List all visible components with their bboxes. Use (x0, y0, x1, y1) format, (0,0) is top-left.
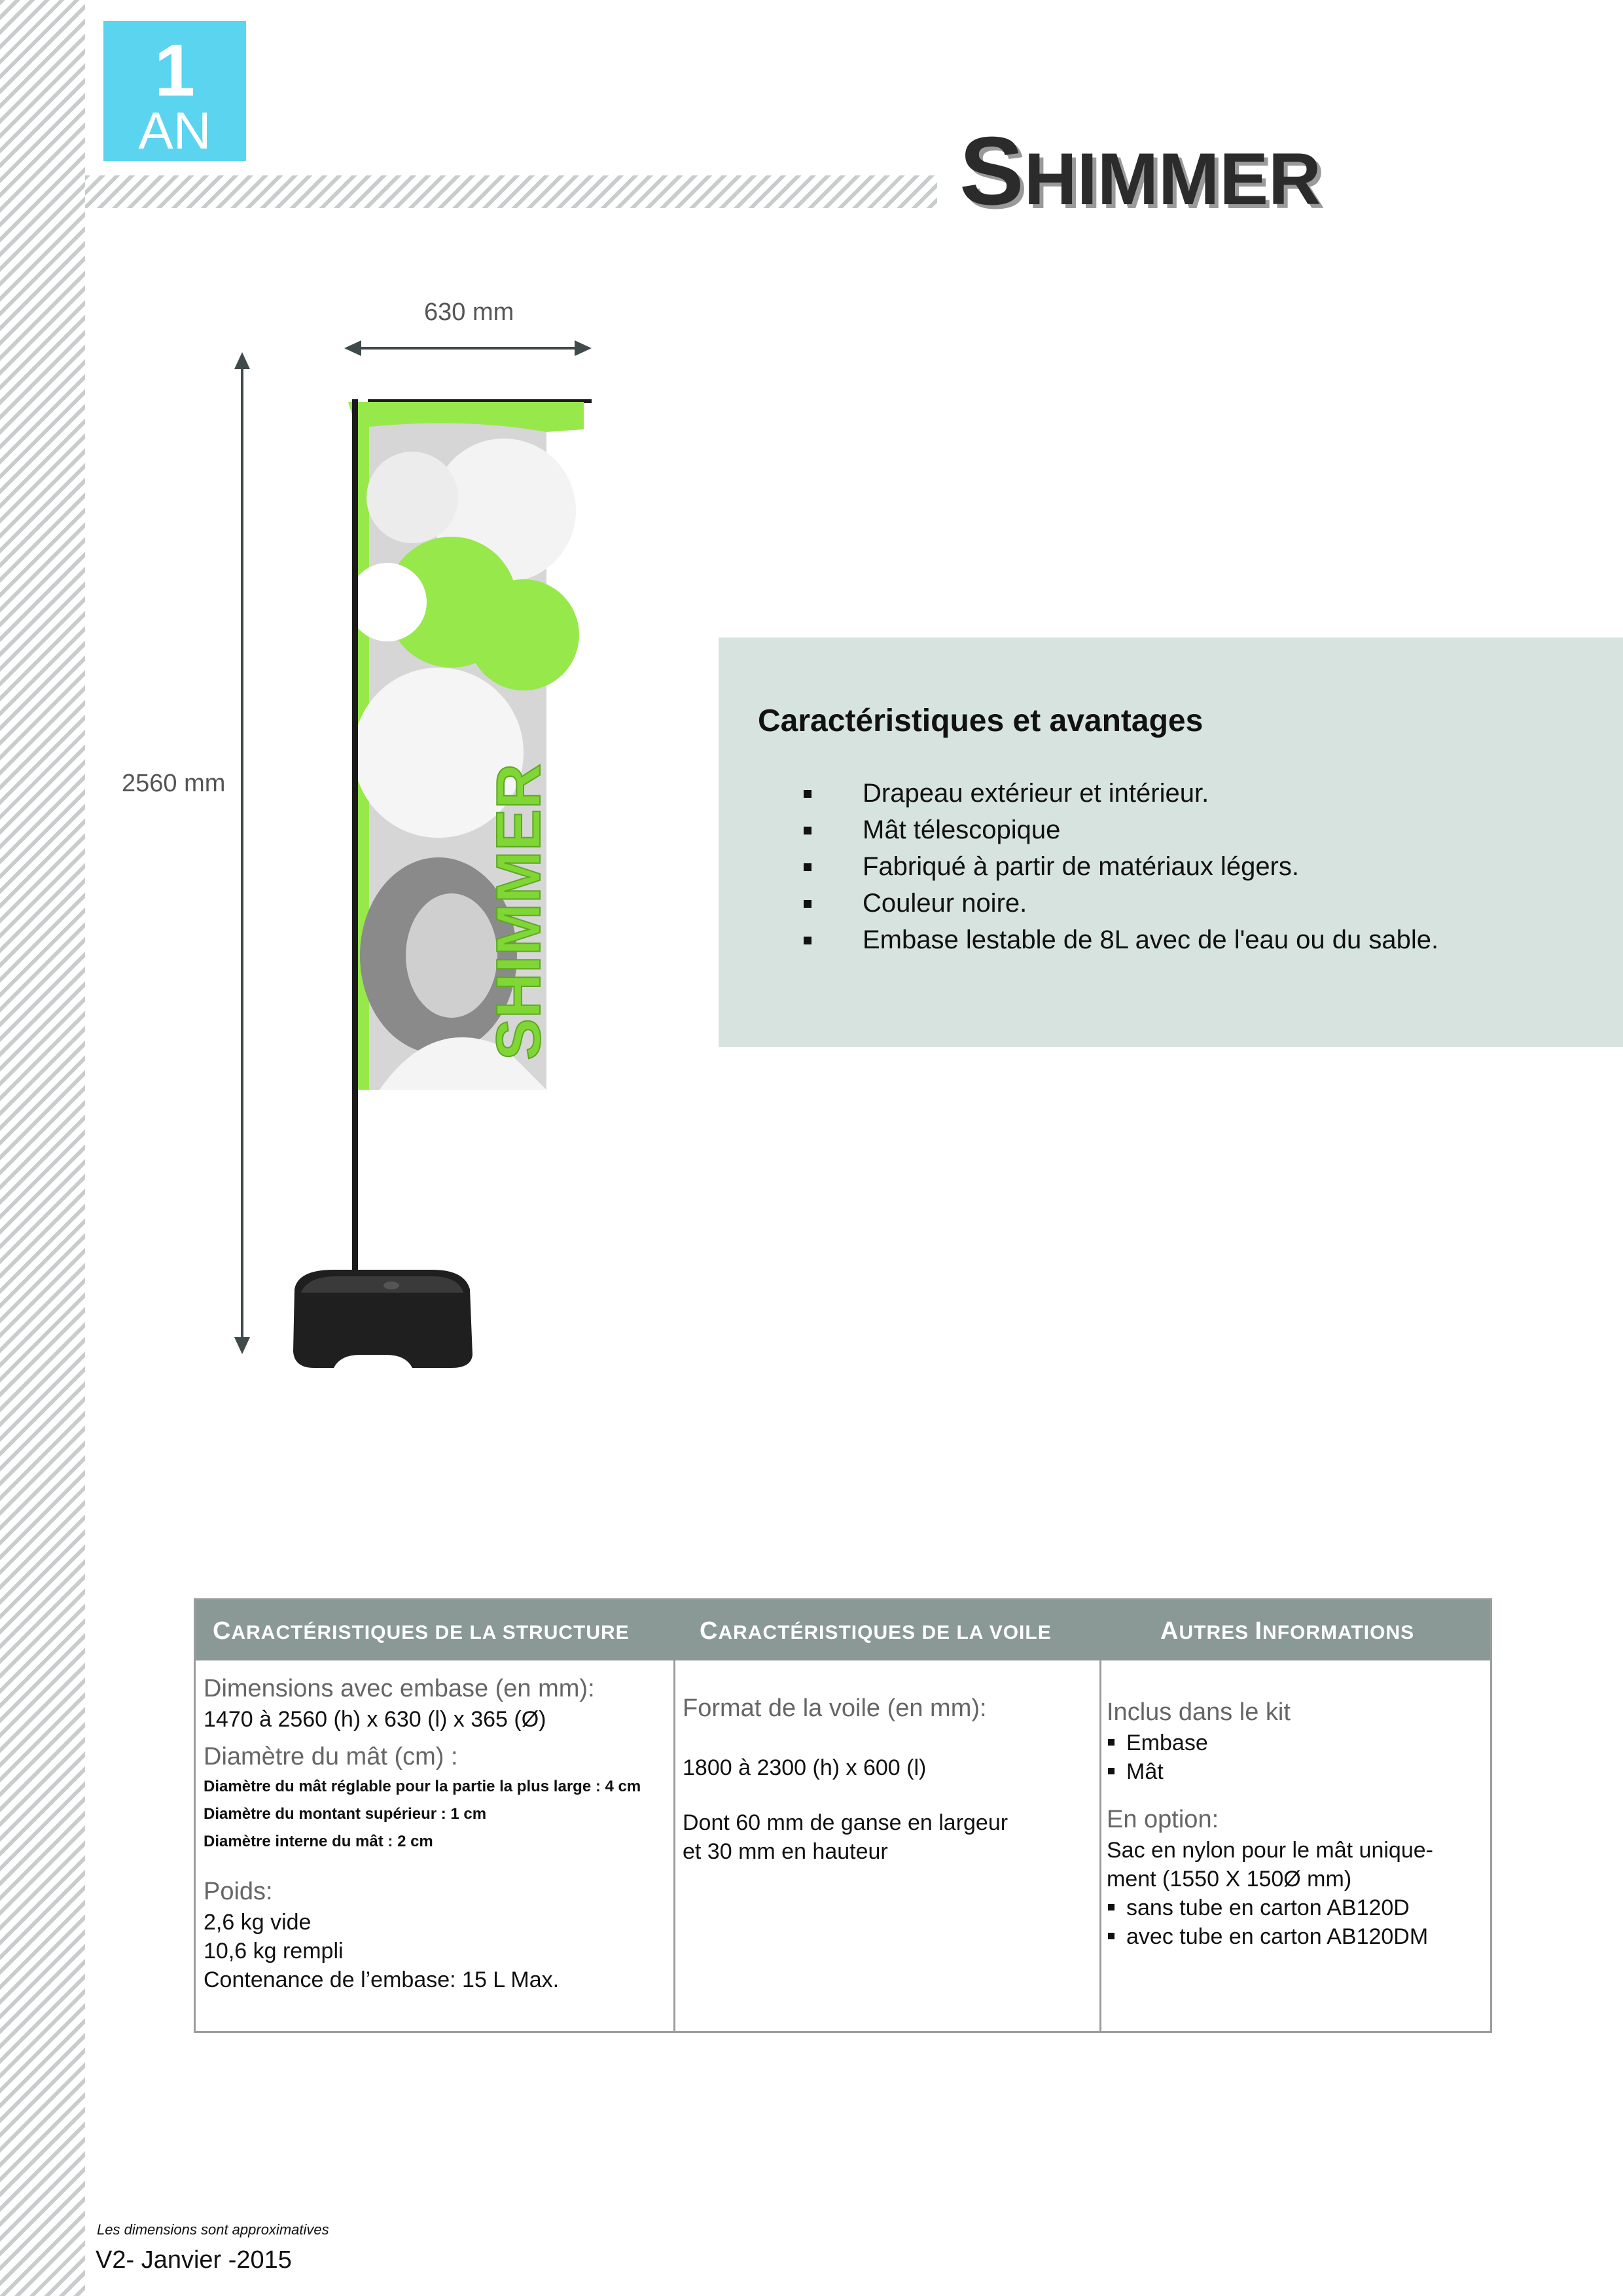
width-arrow (344, 340, 592, 356)
option-label: En option: (1107, 1806, 1219, 1833)
option-item: avec tube en carton AB120DM (1107, 1922, 1486, 1951)
structure-cell (204, 1672, 662, 1994)
feature-item: Mât télescopique (804, 812, 1438, 848)
feature-item: Embase lestable de 8L avec de l'eau ou du sable. (804, 922, 1438, 958)
mast-note: Diamètre interne du mât : 2 cm (204, 1833, 433, 1850)
header-structure: CARACTÉRISTIQUES DE LA STRUCTURE (213, 1617, 630, 1645)
balloon-shape (366, 452, 458, 543)
product-title-rest: HIMMER (1024, 138, 1321, 220)
features-list (804, 775, 1438, 958)
specifications-table (194, 1598, 1492, 2033)
product-title-initial: S (959, 117, 1024, 225)
sail-note-line: Dont 60 mm de ganse en largeur (683, 1810, 1008, 1835)
kit-item: Embase (1107, 1729, 1486, 1757)
product-title (959, 117, 1352, 225)
header-stripe-band (85, 175, 937, 208)
width-dimension-label: 630 mm (424, 298, 514, 326)
column-divider (1099, 1660, 1101, 2031)
warranty-number: 1 (154, 29, 196, 111)
sail-format-label: Format de la voile (en mm): (683, 1695, 987, 1722)
mast-note: Diamètre du mât réglable pour la partie la plus large : 4 cm (204, 1778, 641, 1795)
feature-item: Drapeau extérieur et intérieur. (804, 775, 1438, 812)
feature-item: Fabriqué à partir de matériaux légers. (804, 848, 1438, 885)
dimensions-value: 1470 à 2560 (h) x 630 (l) x 365 (Ø) (204, 1707, 546, 1732)
document-version: V2- Janvier -2015 (96, 2246, 292, 2274)
option-line: ment (1550 X 150Ø mm) (1107, 1867, 1352, 1892)
kit-item: Mât (1107, 1757, 1486, 1786)
banner-product-text: SHIMMER (484, 763, 554, 1060)
warranty-unit: AN (138, 101, 211, 160)
option-list (1107, 1893, 1486, 1951)
warranty-badge (103, 21, 246, 161)
kit-list (1107, 1729, 1486, 1786)
mast-diameter-label: Diamètre du mât (cm) : (204, 1743, 458, 1770)
table-header-row (196, 1600, 1490, 1660)
header-other-info: AUTRES INFORMATIONS (1160, 1617, 1415, 1645)
height-dimension-label: 2560 mm (122, 770, 226, 797)
weight-line: Contenance de l’embase: 15 L Max. (204, 1967, 560, 1992)
option-item: sans tube en carton AB120D (1107, 1893, 1486, 1922)
sail-note-line: et 30 mm en hauteur (683, 1839, 888, 1864)
feature-item: Couleur noire. (804, 885, 1438, 922)
left-stripe-border (0, 0, 85, 2296)
weight-line: 2,6 kg vide (204, 1910, 312, 1935)
dimensions-label: Dimensions avec embase (en mm): (204, 1675, 595, 1702)
sail-cell (683, 1692, 1088, 1866)
balloon-shape (348, 563, 427, 641)
option-line: Sac en nylon pour le mât unique- (1107, 1838, 1433, 1863)
weight-line: 10,6 kg rempli (204, 1939, 344, 1964)
weight-label: Poids: (204, 1878, 273, 1905)
flag-pole (352, 399, 358, 1296)
flag-product-illustration (216, 327, 609, 1388)
flag-banner (348, 399, 592, 1090)
dimensions-disclaimer: Les dimensions sont approximatives (97, 2221, 329, 2238)
mast-note: Diamètre du montant supérieur : 1 cm (204, 1805, 487, 1823)
header-sail: CARACTÉRISTIQUES DE LA VOILE (700, 1617, 1052, 1645)
column-divider (673, 1660, 675, 2031)
height-arrow (234, 352, 250, 1354)
flag-base (293, 1270, 473, 1368)
balloon-shape (468, 579, 579, 691)
features-title: Caractéristiques et avantages (758, 704, 1204, 738)
sail-format-value: 1800 à 2300 (h) x 600 (l) (683, 1755, 927, 1780)
other-info-cell (1107, 1696, 1486, 1951)
kit-label: Inclus dans le kit (1107, 1698, 1291, 1726)
features-panel (719, 637, 1623, 1047)
